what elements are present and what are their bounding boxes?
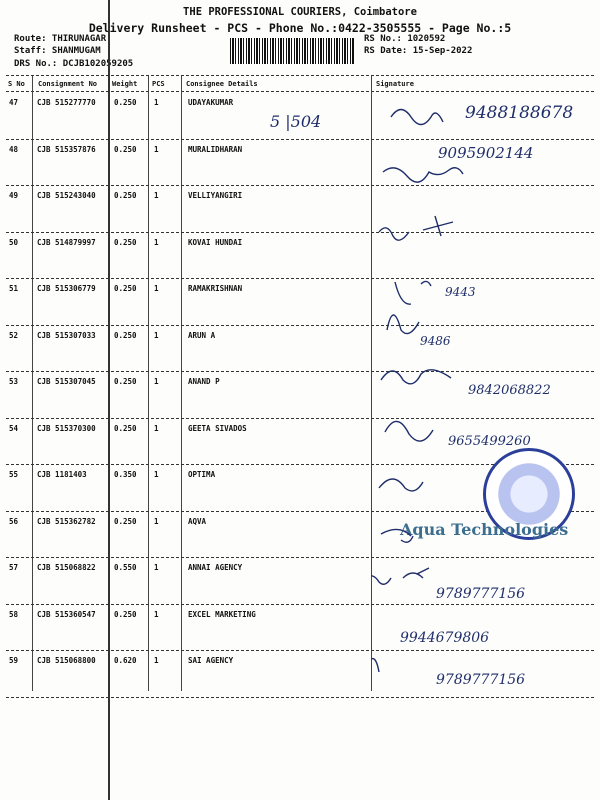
row-consignee: ANNAI AGENCY (188, 563, 243, 572)
row-consignee: KOVAI HUNDAI (188, 237, 243, 247)
row-pcs: 1 (154, 191, 159, 200)
row-weight: 0.250 (114, 423, 137, 433)
row-consignment-no: CJB 514879997 (37, 237, 96, 247)
drs-number: DRS No.: DCJB102059205 (14, 59, 134, 69)
row-pcs: 1 (154, 98, 159, 107)
row-consignment-no: CJB 515370300 (37, 423, 96, 433)
row-weight: 0.620 (114, 656, 137, 665)
row-consignment-no: CJB 515243040 (37, 191, 96, 200)
row-consignment-no: CJB 515306779 (37, 284, 96, 293)
col-pcs: PCS (152, 80, 165, 88)
handwritten-phone: 9789777156 (436, 586, 526, 602)
row-consignment-no: CJB 515360547 (37, 609, 96, 619)
row-pcs: 1 (154, 144, 159, 154)
row-pcs: 1 (154, 470, 159, 479)
row-consignment-no: CJB 515307033 (37, 330, 96, 340)
row-sno: 59 (9, 656, 19, 665)
row-sno: 56 (9, 516, 19, 526)
row-sno: 55 (9, 470, 19, 479)
row-consignment-no: CJB 515277770 (37, 98, 96, 107)
row-sno: 49 (9, 191, 19, 200)
row-weight: 0.350 (114, 470, 137, 479)
row-sno: 58 (9, 609, 19, 619)
row-consignment-no: CJB 515068800 (37, 656, 96, 665)
col-weight: Weight (112, 80, 138, 88)
column-rule (32, 76, 33, 691)
header-divider-top (6, 75, 594, 76)
row-consignee: ARUN A (188, 330, 216, 340)
row-pcs: 1 (154, 284, 159, 293)
column-rule (181, 76, 182, 691)
row-weight: 0.250 (114, 98, 137, 107)
row-sno: 48 (9, 144, 19, 154)
row-consignee: GEETA SIVADOS (188, 423, 247, 433)
row-consignee: OPTIMA (188, 470, 216, 479)
row-pcs: 1 (154, 609, 159, 619)
row-weight: 0.250 (114, 284, 137, 293)
row-sno: 50 (9, 237, 19, 247)
handwritten-phone: 9486 (420, 334, 451, 348)
row-pcs: 1 (154, 377, 159, 386)
row-consignee: ANAND P (188, 377, 220, 386)
row-consignment-no: CJB 515357876 (37, 144, 96, 154)
row-pcs: 1 (154, 423, 159, 433)
row-consignment-no: CJB 515362782 (37, 516, 96, 526)
col-consignee: Consignee Details (186, 80, 258, 88)
row-consignee: EXCEL MARKETING (188, 609, 256, 619)
row-sno: 47 (9, 98, 19, 107)
row-consignee: SAI AGENCY (188, 656, 234, 665)
signature-scribbles (371, 92, 594, 702)
row-pcs: 1 (154, 237, 159, 247)
col-signature: Signature (376, 80, 414, 88)
handwritten-note: 5 |504 (270, 112, 322, 131)
rs-number: RS No.: 1020592 (364, 34, 446, 44)
row-consignee: UDAYAKUMAR (188, 98, 234, 107)
row-consignment-no: CJB 1181403 (37, 470, 87, 479)
row-sno: 57 (9, 563, 19, 572)
barcode (230, 38, 354, 64)
row-weight: 0.250 (114, 377, 137, 386)
route: Route: THIRUNAGAR (14, 34, 107, 44)
handwritten-phone: 9842068822 (468, 383, 551, 398)
row-weight: 0.250 (114, 516, 137, 526)
row-consignee: MURALIDHARAN (188, 144, 243, 154)
row-consignee: AQVA (188, 516, 207, 526)
row-weight: 0.550 (114, 563, 137, 572)
row-sno: 53 (9, 377, 19, 386)
row-sno: 54 (9, 423, 19, 433)
row-pcs: 1 (154, 656, 159, 665)
rs-date: RS Date: 15-Sep-2022 (364, 46, 473, 56)
handwritten-phone: 9443 (445, 285, 476, 299)
company-title: THE PROFESSIONAL COURIERS, Coimbatore (183, 6, 417, 18)
row-weight: 0.250 (114, 237, 137, 247)
row-weight: 0.250 (114, 144, 137, 154)
row-pcs: 1 (154, 330, 159, 340)
handwritten-phone: 9655499260 (448, 434, 531, 449)
row-pcs: 1 (154, 563, 159, 572)
row-consignment-no: CJB 515068822 (37, 563, 96, 572)
staff: Staff: SHANMUGAM (14, 46, 101, 56)
handwritten-phone: 9944679806 (400, 630, 490, 646)
row-weight: 0.250 (114, 609, 137, 619)
row-sno: 52 (9, 330, 19, 340)
stamp-text: Aqua Technologies (400, 520, 569, 539)
row-consignee: RAMAKRISHNAN (188, 284, 243, 293)
row-sno: 51 (9, 284, 19, 293)
handwritten-phone: 9789777156 (436, 672, 526, 688)
row-consignee: VELLIYANGIRI (188, 191, 243, 200)
handwritten-phone: 9095902144 (438, 144, 534, 162)
row-weight: 0.250 (114, 330, 137, 340)
column-rule (148, 76, 149, 691)
col-sno: S No (8, 80, 25, 88)
col-consignment: Consignment No (38, 80, 98, 88)
handwritten-phone: 9488188678 (465, 103, 574, 123)
row-consignment-no: CJB 515307045 (37, 377, 96, 386)
fold-line (108, 0, 110, 800)
row-pcs: 1 (154, 516, 159, 526)
row-weight: 0.250 (114, 191, 137, 200)
runsheet-title: Delivery Runsheet - PCS - Phone No.:0422-3505555 - Page No.:5 (88, 21, 512, 35)
